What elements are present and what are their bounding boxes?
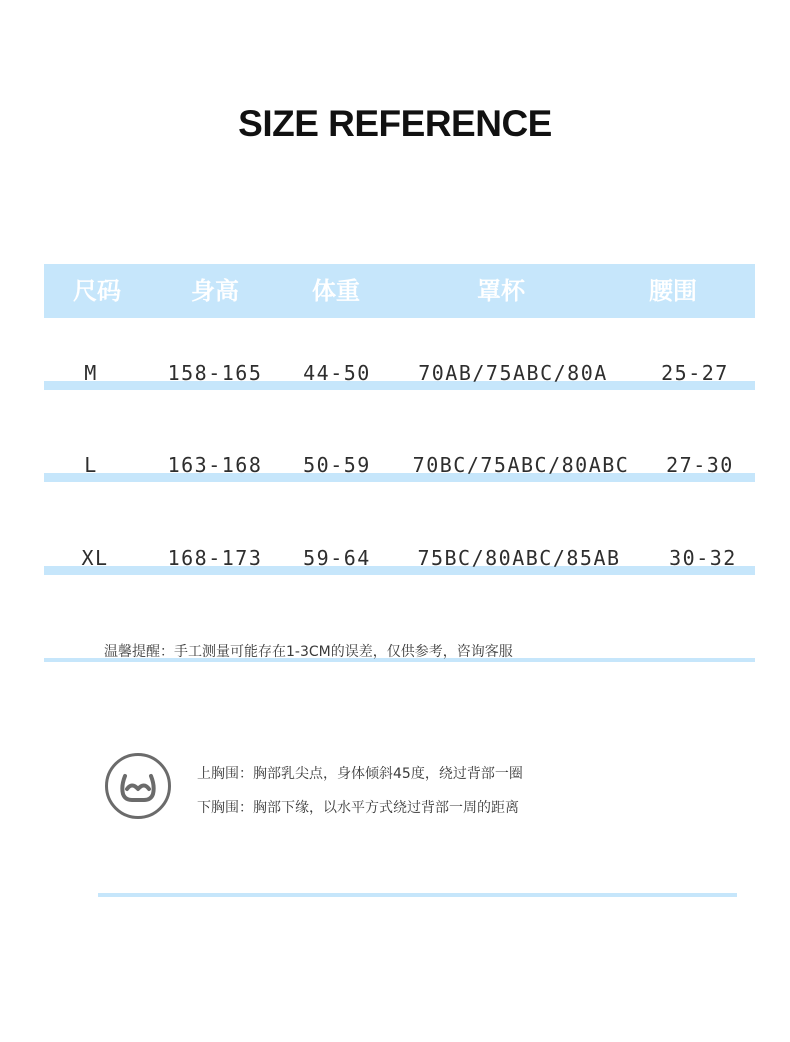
upper-bust-text: 上胸围：胸部乳尖点，身体倾斜45度，绕过背部一圈: [197, 766, 523, 782]
bottom-divider: [98, 893, 737, 897]
cell-size: L: [84, 453, 98, 477]
measurement-note: [44, 638, 755, 662]
table-row: [44, 545, 755, 575]
under-bust-text: 下胸围：胸部下缘，以水平方式绕过背部一周的距离: [197, 800, 519, 816]
header-weight: 体重: [312, 277, 360, 305]
row-divider: [44, 566, 755, 575]
table-header: [44, 264, 755, 318]
cell-height: 158-165: [167, 361, 263, 385]
cell-size: M: [84, 361, 98, 385]
cell-cup: 70AB/75ABC/80A: [418, 361, 608, 385]
cell-weight: 59-64: [303, 546, 371, 570]
table-row: [44, 452, 755, 482]
cell-waist: 25-27: [661, 361, 729, 385]
bra-icon: [105, 753, 171, 819]
note-text: 温馨提醒：手工测量可能存在1-3CM的误差，仅供参考，咨询客服: [104, 644, 513, 660]
cell-height: 168-173: [167, 546, 263, 570]
cell-cup: 75BC/80ABC/85AB: [417, 546, 621, 570]
cell-weight: 50-59: [303, 453, 371, 477]
cell-waist: 27-30: [666, 453, 734, 477]
row-divider: [44, 381, 755, 390]
row-divider: [44, 473, 755, 482]
header-size: 尺码: [73, 277, 121, 305]
cell-waist: 30-32: [669, 546, 737, 570]
table-row: [44, 360, 755, 390]
header-waist: 腰围: [649, 277, 697, 305]
page-title: SIZE REFERENCE: [238, 103, 552, 144]
cell-cup: 70BC/75ABC/80ABC: [412, 453, 630, 477]
header-cup: 罩杯: [477, 277, 525, 305]
cell-height: 163-168: [167, 453, 263, 477]
cell-size: XL: [81, 546, 109, 570]
header-height: 身高: [191, 277, 239, 305]
cell-weight: 44-50: [303, 361, 371, 385]
